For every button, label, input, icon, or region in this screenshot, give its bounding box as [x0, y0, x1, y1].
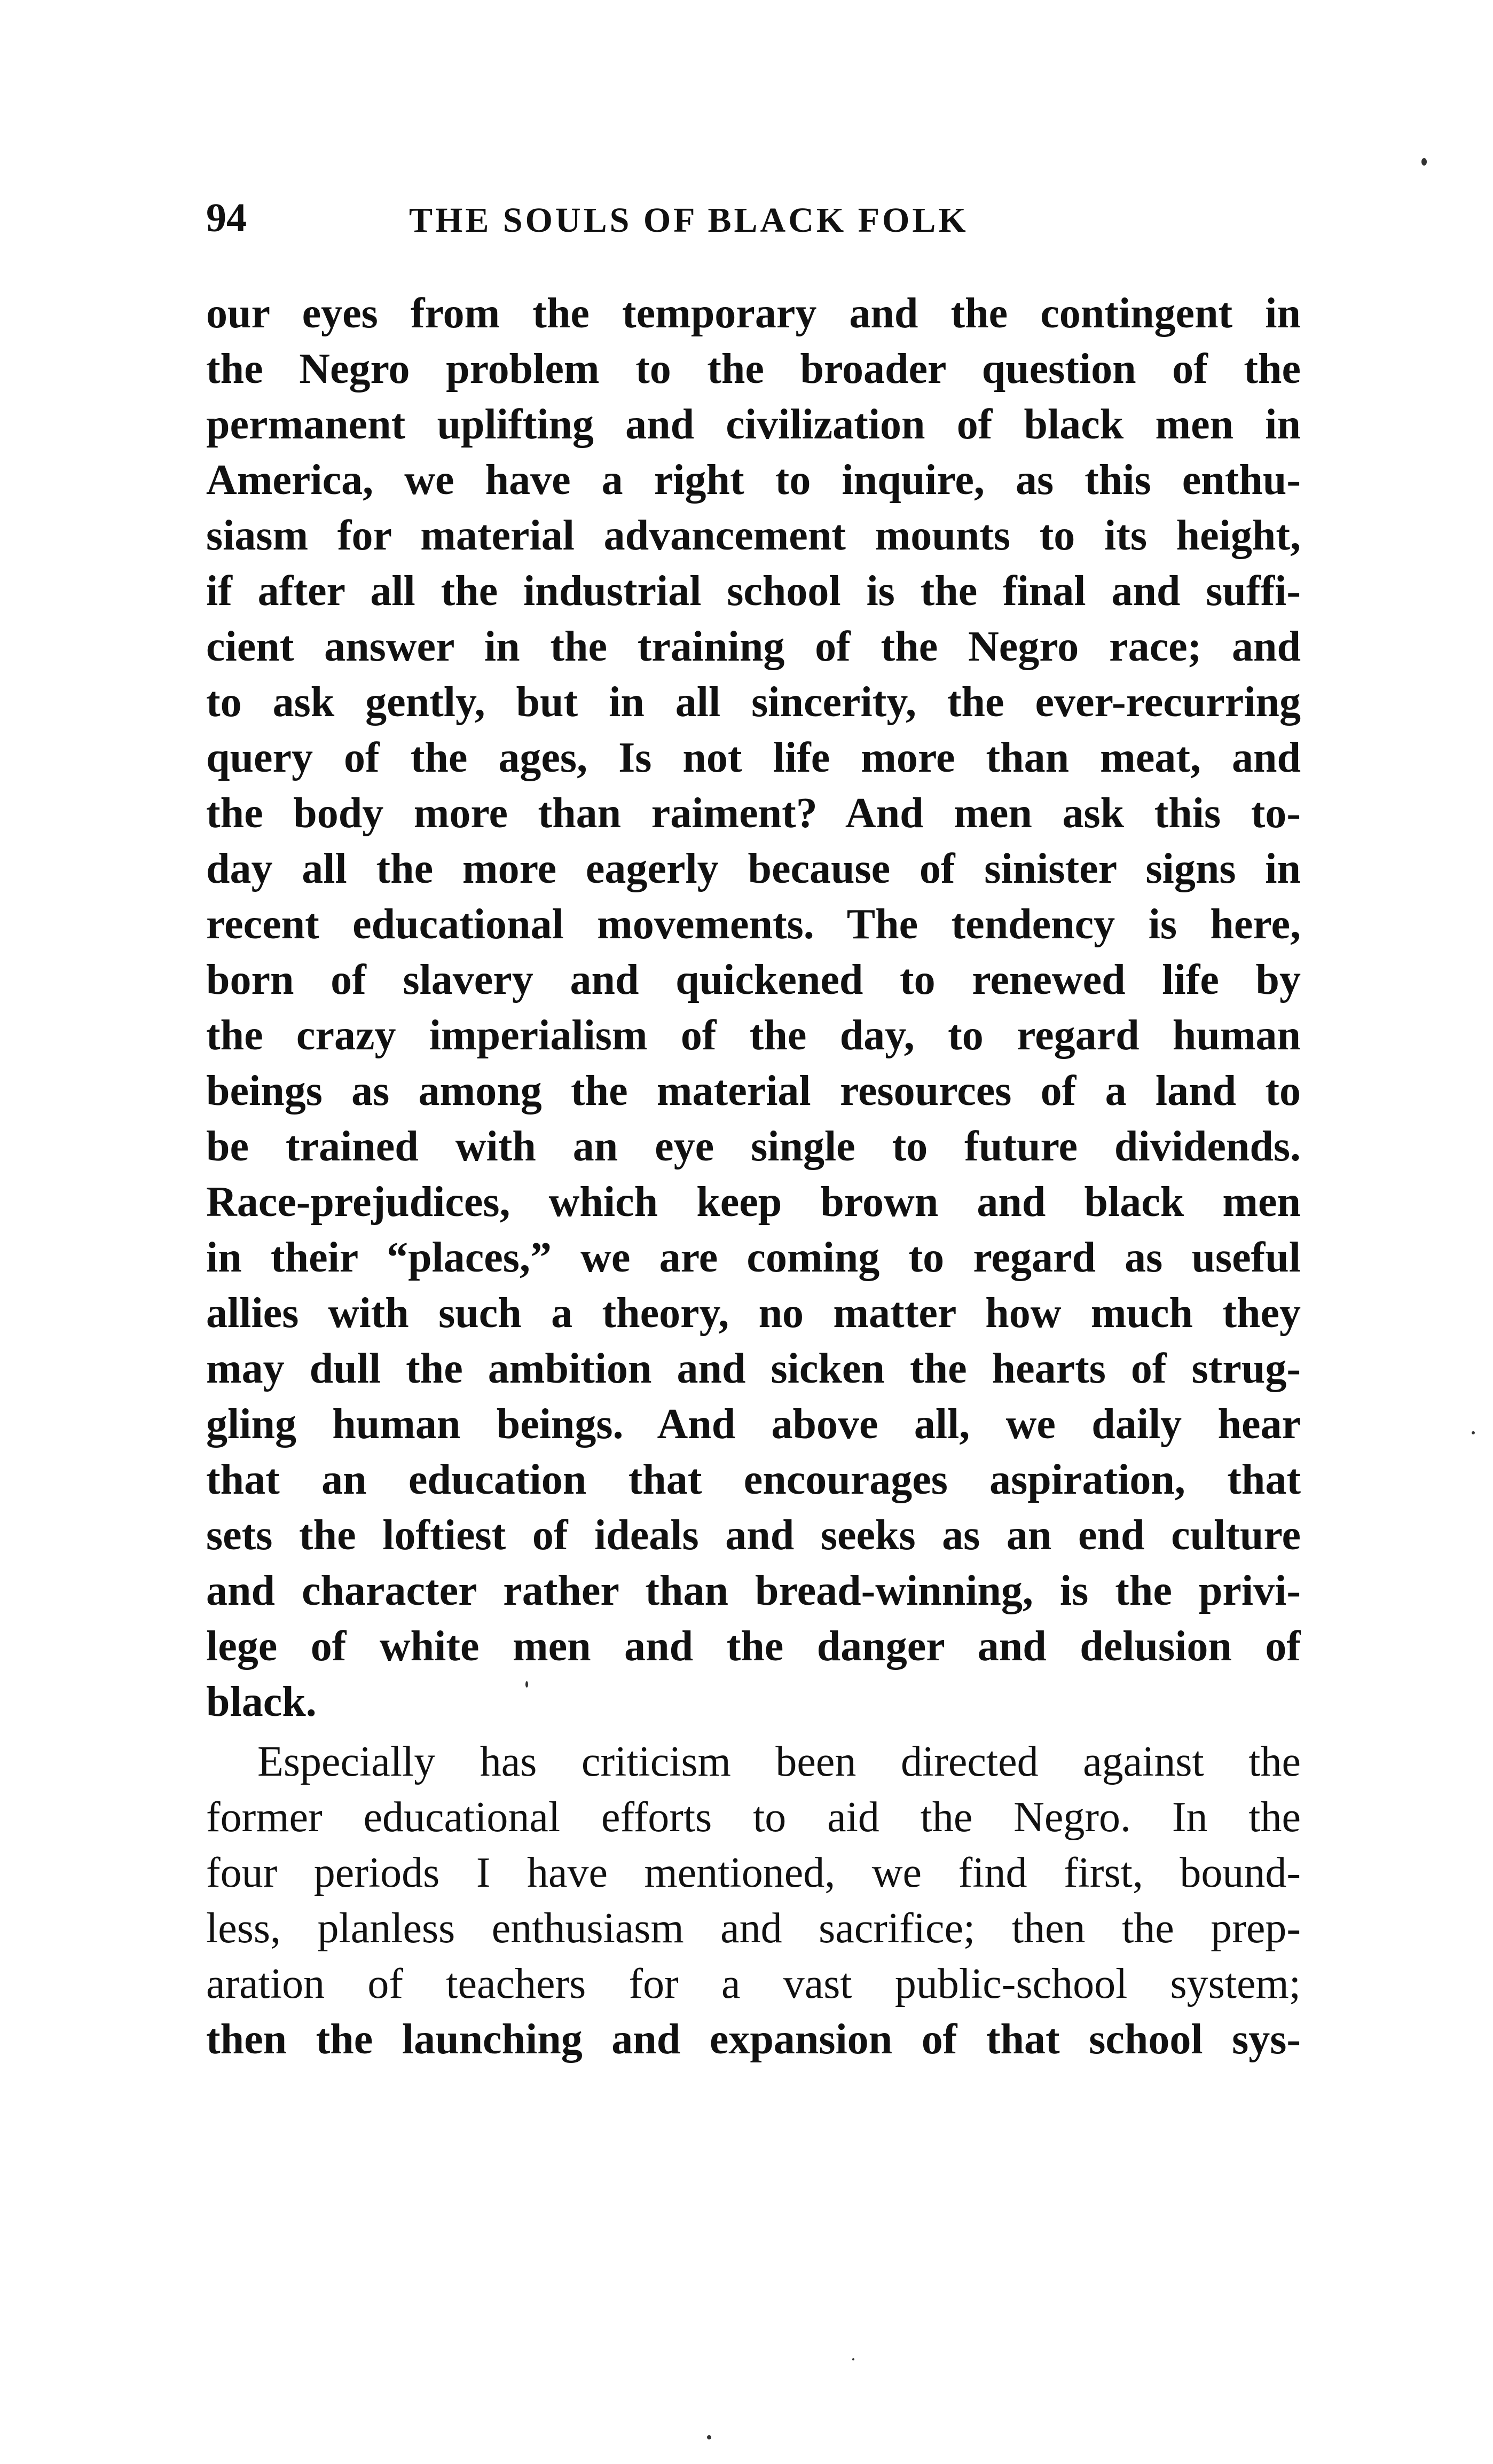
text-line: black. [206, 1678, 317, 1725]
text-line: beings as among the material resources of a land to [206, 1068, 1301, 1115]
text-line: recent educational movements. The tendency is here, [206, 901, 1301, 948]
print-speck [852, 2358, 854, 2360]
text-line: cient answer in the training of the Negro race; and [206, 623, 1301, 670]
text-line: and character rather than bread-winning, is the privi- [206, 1567, 1301, 1614]
text-line: allies with such a theory, no matter how much they [206, 1290, 1301, 1337]
text-line: may dull the ambition and sicken the hearts of strug- [206, 1345, 1301, 1392]
text-line: sets the loftiest of ideals and seeks as an end culture [206, 1512, 1301, 1559]
body-text [206, 286, 1301, 2067]
paragraph-2 [206, 1734, 1301, 2067]
text-line: less, planless enthusiasm and sacrifice; then the prep- [206, 1905, 1301, 1952]
text-line: four periods I have mentioned, we find first, bound- [206, 1849, 1301, 1896]
text-line: former educational efforts to aid the Negro. In the [206, 1794, 1301, 1841]
text-line: the body more than raiment? And men ask this to- [206, 790, 1301, 837]
text-line: America, we have a right to inquire, as this enthu- [206, 457, 1301, 504]
text-line: in their “places,” we are coming to regard as useful [206, 1234, 1301, 1281]
text-line: lege of white men and the danger and delusion of [206, 1623, 1301, 1670]
text-line: be trained with an eye single to future dividends. [206, 1123, 1301, 1170]
text-line: aration of teachers for a vast public-school system; [206, 1960, 1301, 2007]
text-line: that an education that encourages aspiration, that [206, 1456, 1301, 1503]
print-speck [707, 2435, 711, 2439]
page-header [206, 193, 1301, 252]
page-number: 94 [206, 195, 247, 240]
text-line: Especially has criticism been directed against the [257, 1738, 1301, 1785]
paragraph-gap [206, 1730, 1301, 1734]
text-line: siasm for material advancement mounts to its height, [206, 512, 1301, 559]
text-line: query of the ages, Is not life more than meat, and [206, 734, 1301, 781]
text-line: if after all the industrial school is the final and suffi- [206, 568, 1301, 615]
text-line: the Negro problem to the broader question of the [206, 346, 1301, 393]
text-line: to ask gently, but in all sincerity, the ever-recurring [206, 679, 1301, 726]
running-title: THE SOULS OF BLACK FOLK [409, 201, 969, 240]
text-line: the crazy imperialism of the day, to regard human [206, 1012, 1301, 1059]
print-speck [1421, 158, 1427, 166]
print-speck [525, 1681, 528, 1688]
text-line: then the launching and expansion of that school sys- [206, 2016, 1301, 2063]
text-line: day all the more eagerly because of sinister signs in [206, 845, 1301, 892]
text-line: gling human beings. And above all, we daily hear [206, 1401, 1301, 1448]
paragraph-1 [206, 286, 1301, 1730]
print-speck [1472, 1431, 1475, 1434]
text-line: permanent uplifting and civilization of black men in [206, 401, 1301, 448]
text-line: our eyes from the temporary and the contingent in [206, 290, 1301, 337]
text-line: Race-prejudices, which keep brown and black men [206, 1179, 1301, 1226]
text-line: born of slavery and quickened to renewed life by [206, 956, 1301, 1003]
